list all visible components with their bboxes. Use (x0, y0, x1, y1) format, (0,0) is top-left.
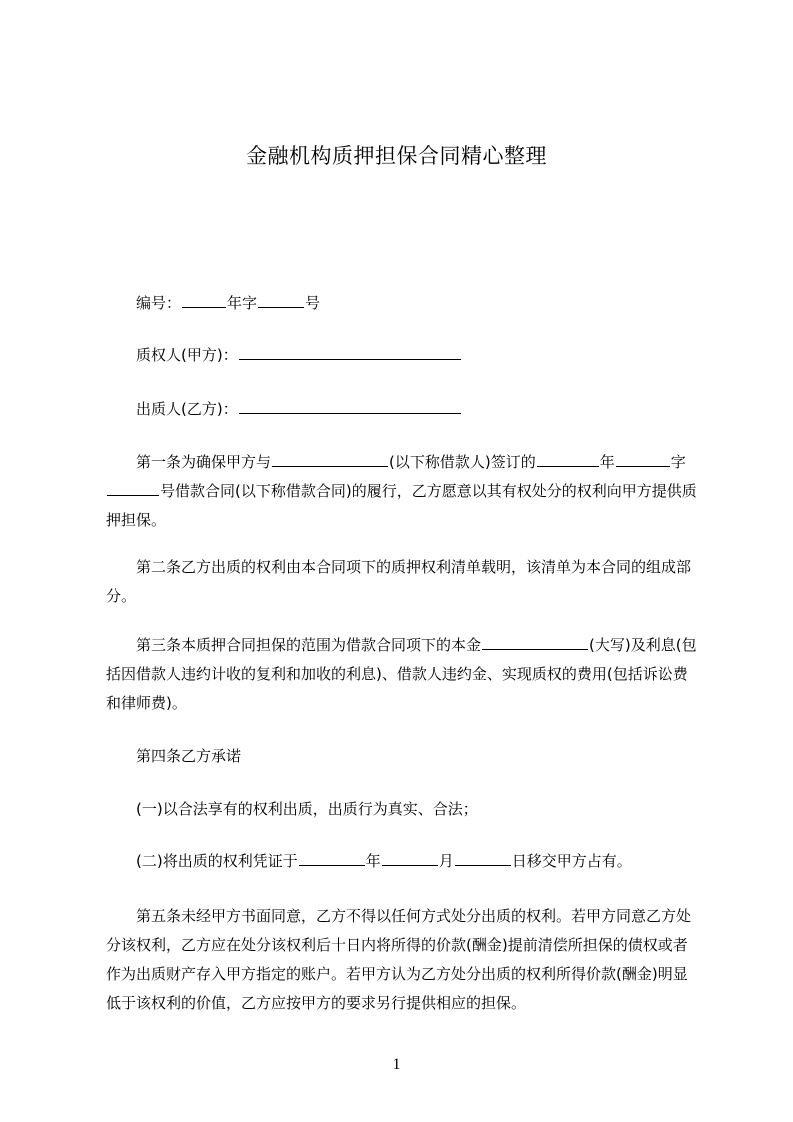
pledgor-label: 出质人(乙方)： (136, 400, 238, 418)
article-4-item-2-text-a: (二)将出质的权利凭证于 (136, 852, 298, 870)
article-4-heading: 第四条乙方承诺 (136, 747, 242, 765)
article-1-text-a: 第一条为确保甲方与 (136, 453, 272, 471)
principal-amount-blank[interactable] (482, 634, 588, 650)
transfer-day-blank[interactable] (455, 850, 511, 866)
article-4-item-2-text-b: 年 (365, 852, 381, 870)
contract-year-blank[interactable] (537, 451, 599, 467)
article-3 (106, 631, 702, 718)
contract-no-blank[interactable] (107, 480, 159, 496)
number-label: 编号： (136, 294, 182, 312)
number-year-blank[interactable] (182, 292, 226, 308)
pledgee-label: 质权人(甲方)： (136, 346, 238, 364)
document-title: 金融机构质押担保合同精心整理 (246, 144, 547, 168)
article-4-item-2-text-d: 日移交甲方占有。 (511, 852, 632, 870)
borrower-blank[interactable] (272, 451, 388, 467)
article-5-text: 第五条未经甲方书面同意，乙方不得以任何方式处分出质的权利。若甲方同意乙方处分该权利，乙方应在处分该权利后十日内将所得的价款(酬金)提前清偿所担保的债权或者作为出质财产存入甲方指定的账户。若甲方认为乙方处分出质的权利所得价款(酬金)明显低于该权利的价值，乙方应按甲方的要求另行提供相应的担保。 (106, 907, 692, 1012)
contract-number-line (136, 292, 320, 313)
article-1-text-b: (以下称借款人)签订的 (389, 453, 536, 471)
article-1-text-d: 字 (670, 453, 686, 471)
pledgor-blank[interactable] (239, 398, 461, 414)
article-1-text-e: 号借款合同(以下称借款合同)的履行，乙方愿意以其有权处分的权利向甲方提供质押担保。 (106, 482, 697, 529)
number-seq-blank[interactable] (258, 292, 304, 308)
article-1-text-c: 年 (599, 453, 615, 471)
pledgor-line (136, 398, 462, 419)
contract-word-blank[interactable] (616, 451, 670, 467)
pledgee-line (136, 344, 462, 365)
article-1 (106, 448, 702, 535)
transfer-month-blank[interactable] (382, 850, 438, 866)
number-end: 号 (305, 294, 321, 312)
article-5 (106, 902, 702, 1018)
page-number: 1 (392, 1056, 401, 1073)
article-4-item-1: (一)以合法享有的权利出质，出质行为真实、合法； (136, 800, 478, 818)
transfer-year-blank[interactable] (299, 850, 365, 866)
article-3-text-b: (大写)及利息(包括因借款人违约计收的复利和加收的利息)、借款人违约金、实现质权的费用(包括诉讼费和律师费)。 (106, 636, 697, 712)
article-2 (106, 553, 702, 611)
number-year-suffix: 年字 (227, 294, 258, 312)
article-3-text-a: 第三条本质押合同担保的范围为借款合同项下的本金 (136, 636, 482, 654)
article-4-item-2 (136, 850, 632, 871)
article-4-item-2-text-c: 月 (438, 852, 454, 870)
pledgee-blank[interactable] (239, 344, 461, 360)
article-2-text: 第二条乙方出质的权利由本合同项下的质押权利清单载明，该清单为本合同的组成部分。 (106, 558, 692, 605)
